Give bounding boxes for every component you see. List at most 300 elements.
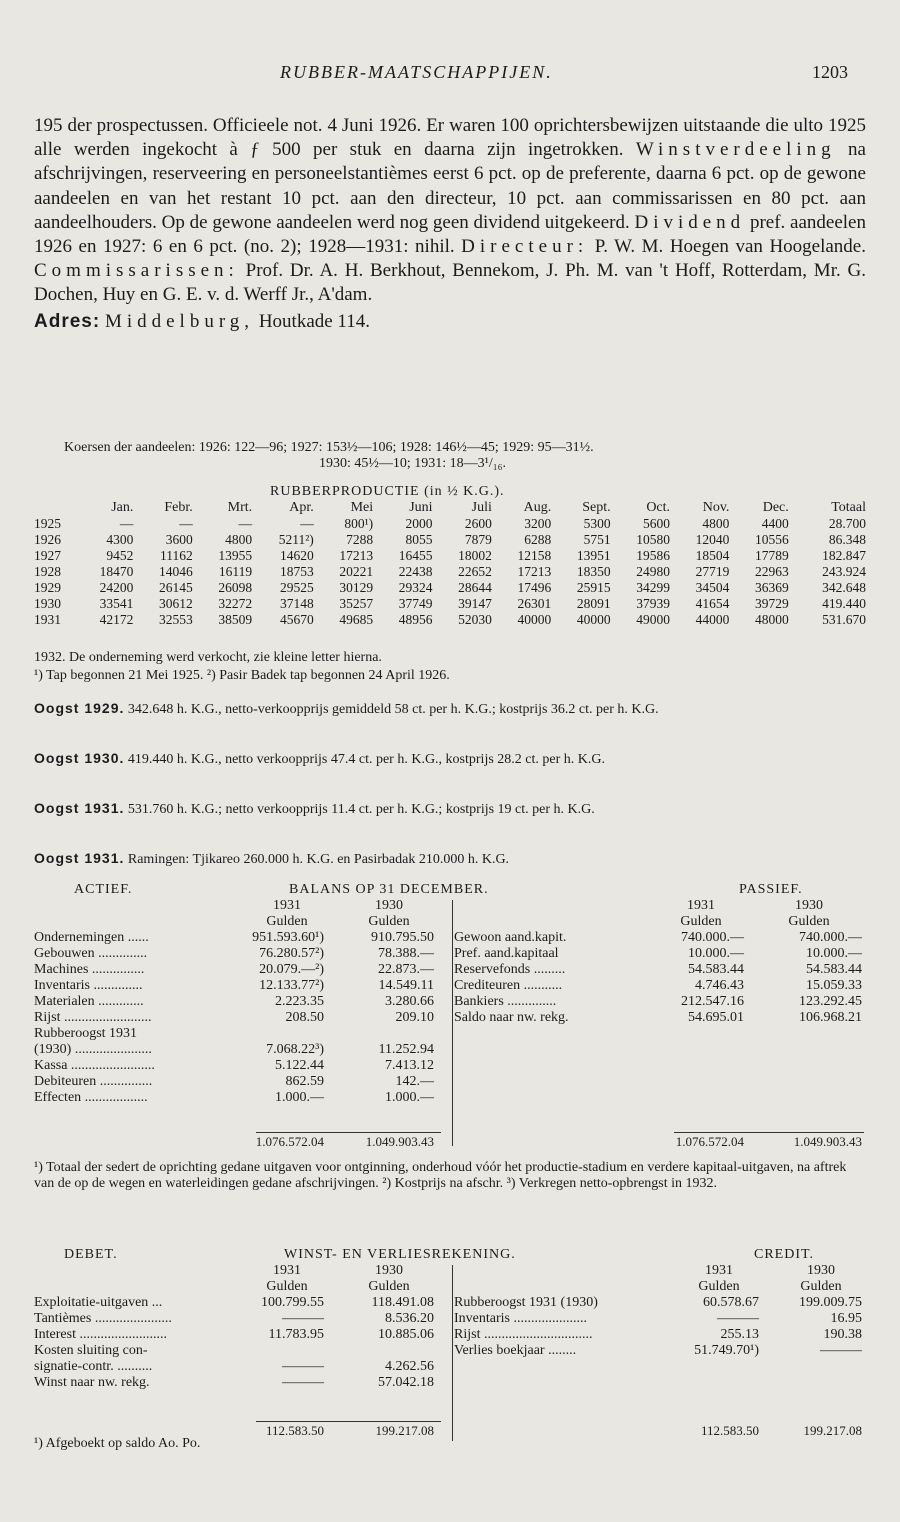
table-cell: 29324	[398, 580, 433, 595]
table-cell: 28644	[458, 580, 492, 595]
year-1931: 1931	[273, 898, 301, 913]
ledger-value-1931: 5.122.44	[275, 1058, 324, 1073]
column-header-year	[34, 500, 74, 516]
ledger-row	[454, 994, 866, 1010]
wv-currency	[34, 1279, 866, 1295]
table-cell: 34299	[636, 580, 671, 595]
balance-title: BALANS OP 31 DECEMBER.	[289, 882, 489, 897]
table-cell: 4800	[702, 516, 730, 531]
table-cell: 20221	[339, 564, 374, 579]
oogst-text: 419.440 h. K.G., netto verkoopprijs 47.4 ct. per h. K.G., kostprijs 28.2 ct. per h. K.G.	[124, 752, 605, 767]
wv-years	[34, 1263, 866, 1279]
ledger-value-1931: 2.223.35	[275, 994, 324, 1009]
ledger-value-1930: 1.000.—	[385, 1090, 434, 1105]
column-header: Dec.	[762, 500, 789, 515]
heading-dividend: Dividend	[634, 211, 746, 233]
ledger-item-label: Reservefonds .........	[454, 962, 566, 977]
table-cell: 39729	[755, 596, 789, 611]
ledger-item-label: Interest .........................	[34, 1327, 167, 1342]
ledger-item-label: Materialen .............	[34, 994, 144, 1009]
row-year: 1930	[34, 596, 61, 611]
ledger-value-1930: 106.968.21	[799, 1010, 862, 1025]
koersen-line-2: 1930: 45½—10; 1931: 18—3¹/₁₆.	[319, 456, 507, 471]
balance-total-passief-1930: 1.049.903.43	[793, 1134, 862, 1149]
ledger-value-1930: ———	[820, 1343, 862, 1358]
column-header: Aug.	[523, 500, 552, 515]
ledger-item-label: Tantièmes ......................	[34, 1311, 172, 1326]
ledger-item-label: Saldo naar nw. rekg.	[454, 1010, 569, 1025]
table-cell: 5300	[583, 516, 611, 531]
wv-total-credit-1930: 199.217.08	[803, 1423, 862, 1438]
table-row	[34, 596, 866, 612]
ledger-value-1930: 7.413.12	[385, 1058, 434, 1073]
ledger-item-label: (1930) ......................	[34, 1042, 152, 1057]
table-cell: —	[300, 516, 314, 531]
ledger-item-label: Exploitatie-uitgaven ...	[34, 1295, 163, 1310]
ledger-value-1930: 199.009.75	[799, 1295, 862, 1310]
table-cell: 40000	[517, 612, 552, 627]
ledger-value-1931: ———	[717, 1311, 759, 1326]
table-cell: 4300	[106, 532, 134, 547]
ledger-item-label: Inventaris .....................	[454, 1311, 587, 1326]
row-year: 1927	[34, 548, 61, 563]
balance-heading	[34, 882, 866, 898]
running-header	[0, 62, 900, 90]
production-table	[34, 500, 866, 628]
adres-street: Houtkade 114.	[258, 310, 370, 332]
wv-credit-rows	[454, 1295, 866, 1359]
balance-total-rule	[256, 1132, 441, 1133]
intro-text-5: Prof. Dr. A. H. Berkhout, Bennekom, J. Ph. M. van 't Hoff, Rotterdam, Mr. G. Dochen, Huy en G. E. v. d. Werff Jr., A'dam.	[34, 260, 866, 306]
production-footnote: ¹) Tap begonnen 21 Mei 1925. ²) Pasir Badek tap begonnen 24 April 1926.	[34, 668, 450, 683]
row-year: 1931	[34, 612, 61, 627]
table-row	[34, 580, 866, 596]
ledger-value-1930: 15.059.33	[806, 978, 862, 993]
ledger-row	[34, 946, 434, 962]
ledger-item-label: Inventaris ..............	[34, 978, 143, 993]
ledger-row	[454, 978, 866, 994]
ledger-value-1930: 8.536.20	[385, 1311, 434, 1326]
ledger-row	[34, 962, 434, 978]
table-cell: 14620	[280, 548, 314, 563]
column-header: Juni	[409, 500, 433, 515]
table-cell: —	[238, 516, 253, 531]
ledger-row	[34, 1295, 434, 1311]
table-cell: 25915	[576, 580, 611, 595]
ledger-row	[454, 962, 866, 978]
heading-winstverdeeling: Winstverdeeling	[635, 139, 836, 161]
wv-debet-rows	[34, 1295, 434, 1391]
column-header: Apr.	[289, 500, 314, 515]
ledger-item-label: Rijst ...............................	[454, 1327, 593, 1342]
table-cell: 34504	[695, 580, 730, 595]
ledger-value-1931: 51.749.70¹)	[694, 1343, 759, 1358]
ledger-row	[34, 930, 434, 946]
table-row	[34, 548, 866, 564]
ledger-item-label: Kassa ........................	[34, 1058, 155, 1073]
balance-total-actief-1930: 1.049.903.43	[365, 1134, 434, 1149]
currency-label: Gulden	[800, 1279, 842, 1294]
oogst-1931	[34, 800, 866, 818]
production-header-row	[34, 500, 866, 516]
page-number: 1203	[812, 62, 848, 82]
table-cell: 14046	[159, 564, 193, 579]
profit-loss-account	[34, 1247, 866, 1445]
oogst-1930	[34, 750, 866, 768]
table-cell: 30129	[339, 580, 374, 595]
table-cell: 44000	[695, 612, 730, 627]
table-cell: 5211²)	[278, 532, 314, 547]
balance-total-rule	[674, 1132, 864, 1133]
ledger-value-1930: 740.000.—	[799, 930, 862, 945]
ledger-value-1931: 10.000.—	[688, 946, 744, 961]
table-cell: 49685	[339, 612, 374, 627]
ledger-value-1930: 123.292.45	[799, 994, 862, 1009]
table-cell: 45670	[280, 612, 314, 627]
table-cell: 800¹)	[344, 516, 374, 531]
balance-sheet	[34, 882, 866, 1150]
table-cell: 419.440	[822, 596, 866, 611]
table-cell: 27719	[695, 564, 730, 579]
wv-title: WINST- EN VERLIESREKENING.	[284, 1247, 516, 1262]
ledger-row	[454, 1295, 866, 1311]
balance-body	[34, 930, 866, 1110]
ledger-row	[34, 1026, 434, 1042]
ledger-value-1930: 118.491.08	[371, 1295, 434, 1310]
adres-city: Middelburg,	[104, 310, 255, 332]
table-cell: 18504	[695, 548, 730, 563]
table-cell: 18470	[99, 564, 134, 579]
balance-passief-rows	[454, 930, 866, 1026]
table-cell: 10556	[755, 532, 789, 547]
ledger-item-label: Verlies boekjaar ........	[454, 1343, 577, 1358]
ledger-row	[34, 1058, 434, 1074]
year-1930-right: 1930	[807, 1263, 835, 1278]
intro-text-3: pref. aandeelen 1926 en 1927: 6 en 6 pct. (no. 2); 1928—1931: nihil.	[34, 211, 866, 258]
table-cell: 8055	[405, 532, 433, 547]
intro-paragraph	[34, 114, 866, 334]
table-cell: 5751	[583, 532, 611, 547]
balance-actief-rows	[34, 930, 434, 1106]
table-cell: 22652	[458, 564, 492, 579]
table-cell: 6288	[524, 532, 552, 547]
table-cell: 32272	[218, 596, 253, 611]
ledger-value-1931: 255.13	[720, 1327, 759, 1342]
column-header: Totaal	[831, 500, 866, 515]
row-year: 1925	[34, 516, 61, 531]
intro-text-1: 195 der prospectussen. Officieele not. 4 Juni 1926. Er waren 100 oprichtersbewijzen uitstaande die ulto 1925 alle werden ingekocht à ƒ 500 per stuk en daarna zijn ingetrokken.	[34, 115, 866, 161]
table-cell: 26098	[218, 580, 253, 595]
ledger-value-1930: 54.583.44	[806, 962, 862, 977]
ledger-item-label: Pref. aand.kapitaal	[454, 946, 559, 961]
column-header: Sept.	[582, 500, 611, 515]
ledger-row	[34, 1074, 434, 1090]
year-1930: 1930	[375, 898, 403, 913]
ledger-value-1931: 12.133.77²)	[259, 978, 324, 993]
table-cell: 17213	[339, 548, 374, 563]
wv-heading	[34, 1247, 866, 1263]
ledger-value-1930: 142.—	[395, 1074, 434, 1089]
currency-label: Gulden	[788, 914, 830, 929]
table-cell: 52030	[458, 612, 492, 627]
ledger-row	[34, 1311, 434, 1327]
table-cell: 26145	[159, 580, 193, 595]
table-cell: 243.924	[822, 564, 866, 579]
koersen-line-1: Koersen der aandeelen: 1926: 122—96; 1927: 153½—106; 1928: 146½—45; 1929: 95—31½.	[64, 440, 594, 455]
ledger-item-label: Kosten sluiting con-	[34, 1343, 148, 1358]
ledger-value-1931: 4.746.43	[695, 978, 744, 993]
table-cell: 39147	[458, 596, 492, 611]
table-cell: 86.348	[828, 532, 866, 547]
year-1930-right: 1930	[795, 898, 823, 913]
balance-currency	[34, 914, 866, 930]
wv-credit-label: CREDIT.	[754, 1247, 815, 1262]
ledger-item-label: Effecten ..................	[34, 1090, 148, 1105]
table-cell: 13951	[576, 548, 611, 563]
ledger-value-1930: 11.252.94	[378, 1042, 434, 1057]
adres-label: Adres:	[34, 310, 101, 332]
table-cell: 41654	[695, 596, 730, 611]
table-cell: 182.847	[822, 548, 866, 563]
ledger-value-1930: 16.95	[830, 1311, 862, 1326]
ledger-row	[454, 1327, 866, 1343]
production-body	[34, 516, 866, 628]
ledger-item-label: Rubberoogst 1931	[34, 1026, 138, 1041]
table-cell: 24200	[99, 580, 134, 595]
table-cell: —	[179, 516, 193, 531]
ledger-value-1931: 54.583.44	[688, 962, 744, 977]
ledger-value-1931: 1.000.—	[275, 1090, 324, 1105]
intro-text-2: na afschrijvingen, reserveering en personeelstantièmes eerst 6 pct. op de preferente, daarna 6 pct. op de gewone aandeelen en van het restant 10 pct. aan den directeur, 10 pct. aan commissarissen en 80 pct. aan aandeelhouders. Op de gewone aandeelen werd nog geen dividend uitgekeerd.	[34, 139, 866, 233]
ledger-row	[454, 1343, 866, 1359]
ledger-value-1930: 10.885.06	[378, 1327, 434, 1342]
table-cell: 18350	[576, 564, 611, 579]
ledger-value-1931: 60.578.67	[703, 1295, 759, 1310]
table-cell: 17789	[755, 548, 789, 563]
table-row	[34, 612, 866, 628]
table-cell: 10580	[636, 532, 671, 547]
row-year: 1929	[34, 580, 61, 595]
ledger-row	[34, 1090, 434, 1106]
table-cell: 48000	[755, 612, 789, 627]
ledger-row	[34, 994, 434, 1010]
ledger-row	[454, 946, 866, 962]
ledger-value-1931: 212.547.16	[681, 994, 744, 1009]
table-cell: 7288	[346, 532, 374, 547]
year-1931-right: 1931	[705, 1263, 733, 1278]
table-cell: 22438	[398, 564, 433, 579]
ledger-row	[454, 1311, 866, 1327]
intro-text-4: P. W. M. Hoegen van Hoogelande.	[588, 236, 866, 258]
table-cell: 12158	[517, 548, 552, 563]
wv-debet-label: DEBET.	[64, 1247, 118, 1262]
ledger-row	[34, 1042, 434, 1058]
row-year: 1928	[34, 564, 61, 579]
table-cell: 30612	[159, 596, 193, 611]
ledger-value-1931: 208.50	[285, 1010, 324, 1025]
balance-note: ¹) Totaal der sedert de oprichting gedane uitgaven voor ontginning, onderhoud vóór het productie-stadium en verdere kapitaal-uitgaven, na aftrek van de op de wegen en waterleidingen gedane afschrijvingen. ²) Kostprijs na afschr. ³) Verkregen netto-opbrengst in 1932.	[34, 1160, 847, 1191]
table-cell: 531.670	[822, 612, 866, 627]
table-cell: 9452	[106, 548, 134, 563]
ledger-value-1931: 76.280.57²)	[259, 946, 324, 961]
ledger-value-1931: ———	[282, 1359, 324, 1374]
ledger-item-label: Crediteuren ...........	[454, 978, 563, 993]
column-header: Nov.	[702, 500, 730, 515]
table-cell: 4400	[761, 516, 789, 531]
table-cell: —	[119, 516, 134, 531]
ledger-value-1931: 862.59	[285, 1074, 324, 1089]
ledger-row	[34, 1327, 434, 1343]
ledger-value-1931: 20.079.—²)	[259, 962, 324, 977]
ledger-item-label: Ondernemingen ......	[34, 930, 149, 945]
currency-label: Gulden	[266, 1279, 308, 1294]
table-cell: 37749	[398, 596, 433, 611]
table-cell: 42172	[99, 612, 134, 627]
table-cell: 29525	[280, 580, 314, 595]
year-1931-right: 1931	[687, 898, 715, 913]
production-footnotes	[34, 650, 866, 684]
table-cell: 7879	[464, 532, 492, 547]
table-cell: 19586	[636, 548, 671, 563]
table-cell: 17496	[517, 580, 552, 595]
table-cell: 32553	[159, 612, 193, 627]
table-cell: 11162	[160, 548, 193, 563]
production-row-1932: 1932. De onderneming werd verkocht, zie kleine letter hierna.	[34, 650, 382, 665]
table-cell: 38509	[218, 612, 253, 627]
ledger-value-1931: ———	[282, 1375, 324, 1390]
ledger-item-label: Gewoon aand.kapit.	[454, 930, 567, 945]
table-cell: 26301	[517, 596, 552, 611]
header-title: RUBBER-MAATSCHAPPIJEN.	[280, 62, 553, 82]
oogst-text: 531.760 h. K.G.; netto verkoopprijs 11.4 ct. per h. K.G.; kostprijs 19 ct. per h. K.G.	[124, 802, 595, 817]
production-title: RUBBERPRODUCTIE (in ½ K.G.).	[270, 484, 505, 499]
table-cell: 2000	[405, 516, 433, 531]
table-cell: 33541	[99, 596, 134, 611]
ledger-row	[34, 1375, 434, 1391]
balance-total-actief-1931: 1.076.572.04	[255, 1134, 324, 1149]
ledger-item-label: Machines ...............	[34, 962, 145, 977]
column-header: Febr.	[164, 500, 193, 515]
ledger-item-label: Gebouwen ..............	[34, 946, 148, 961]
table-cell: 5600	[643, 516, 671, 531]
ledger-item-label: Rubberoogst 1931 (1930)	[454, 1295, 598, 1310]
table-cell: 37148	[280, 596, 314, 611]
ledger-item-label: Winst naar nw. rekg.	[34, 1375, 150, 1390]
ledger-row	[34, 1359, 434, 1375]
ledger-value-1931: 54.695.01	[688, 1010, 744, 1025]
table-cell: 35257	[339, 596, 374, 611]
ledger-value-1930: 209.10	[395, 1010, 434, 1025]
ledger-row	[454, 1010, 866, 1026]
table-cell: 24980	[636, 564, 671, 579]
wv-body	[34, 1295, 866, 1395]
table-row	[34, 516, 866, 532]
balance-years	[34, 898, 866, 914]
table-cell: 13955	[218, 548, 253, 563]
ledger-value-1930: 14.549.11	[378, 978, 434, 993]
table-row	[34, 564, 866, 580]
ledger-value-1931: 11.783.95	[268, 1327, 324, 1342]
oogst-1929	[34, 700, 866, 718]
currency-label: Gulden	[698, 1279, 740, 1294]
table-cell: 2600	[464, 516, 492, 531]
currency-label: Gulden	[368, 914, 410, 929]
table-cell: 17213	[517, 564, 552, 579]
column-header: Oct.	[646, 500, 671, 515]
table-cell: 28.700	[828, 516, 866, 531]
oogst-text: 342.648 h. K.G., netto-verkoopprijs gemiddeld 58 ct. per h. K.G.; kostprijs 36.2 ct. per h. K.G.	[124, 702, 659, 717]
ledger-item-label: signatie-contr. ..........	[34, 1359, 153, 1374]
column-header: Mrt.	[227, 500, 253, 515]
ledger-item-label: Rijst .........................	[34, 1010, 152, 1025]
table-cell: 40000	[576, 612, 611, 627]
table-cell: 18002	[458, 548, 492, 563]
ledger-value-1930: 3.280.66	[385, 994, 434, 1009]
balance-actief-label: ACTIEF.	[74, 882, 133, 897]
currency-label: Gulden	[680, 914, 722, 929]
balance-total-passief-1931: 1.076.572.04	[675, 1134, 744, 1149]
table-cell: 3600	[165, 532, 193, 547]
year-1930: 1930	[375, 1263, 403, 1278]
currency-label: Gulden	[266, 914, 308, 929]
heading-directeur: Directeur:	[461, 236, 589, 258]
year-1931: 1931	[273, 1263, 301, 1278]
oogst-label: Oogst 1931.	[34, 800, 125, 816]
ledger-value-1931: 100.799.55	[261, 1295, 324, 1310]
table-cell: 16119	[218, 564, 253, 579]
oogst-label: Oogst 1930.	[34, 750, 125, 766]
ledger-value-1931: 740.000.—	[681, 930, 744, 945]
column-header: Juli	[471, 500, 492, 515]
row-year: 1926	[34, 532, 61, 547]
table-cell: 49000	[636, 612, 671, 627]
wv-note: ¹) Afgeboekt op saldo Ao. Po.	[34, 1436, 201, 1451]
table-cell: 18753	[280, 564, 314, 579]
column-header: Jan.	[111, 500, 134, 515]
balance-totals	[34, 1110, 866, 1150]
ledger-value-1931: ———	[282, 1311, 324, 1326]
heading-commissarissen: Commissarissen:	[34, 260, 239, 282]
oogst-label: Oogst 1929.	[34, 700, 125, 716]
ledger-value-1930: 4.262.56	[385, 1359, 434, 1374]
wv-total-debet-1930: 199.217.08	[375, 1423, 434, 1438]
ledger-value-1931: 7.068.22³)	[266, 1042, 324, 1057]
table-cell: 4800	[225, 532, 253, 547]
ledger-item-label: Debiteuren ...............	[34, 1074, 153, 1089]
ledger-value-1930: 10.000.—	[806, 946, 862, 961]
currency-label: Gulden	[368, 1279, 410, 1294]
table-cell: 16455	[398, 548, 433, 563]
ledger-value-1930: 57.042.18	[378, 1375, 434, 1390]
ledger-value-1930: 910.795.50	[371, 930, 434, 945]
table-cell: 37939	[636, 596, 671, 611]
table-cell: 36369	[755, 580, 789, 595]
table-cell: 3200	[524, 516, 552, 531]
wv-total-credit-1931: 112.583.50	[700, 1423, 759, 1438]
oogst-1931-raming	[34, 850, 866, 868]
table-cell: 342.648	[822, 580, 866, 595]
ledger-value-1930: 190.38	[823, 1327, 862, 1342]
balance-passief-label: PASSIEF.	[739, 882, 803, 897]
oogst-label: Oogst 1931.	[34, 850, 125, 866]
ledger-value-1930: 78.388.—	[378, 946, 434, 961]
table-cell: 48956	[398, 612, 433, 627]
oogst-text: Ramingen: Tjikareo 260.000 h. K.G. en Pasirbadak 210.000 h. K.G.	[124, 852, 510, 867]
ledger-value-1930: 22.873.—	[378, 962, 434, 977]
ledger-row	[34, 1343, 434, 1359]
table-cell: 12040	[695, 532, 730, 547]
ledger-row	[454, 930, 866, 946]
